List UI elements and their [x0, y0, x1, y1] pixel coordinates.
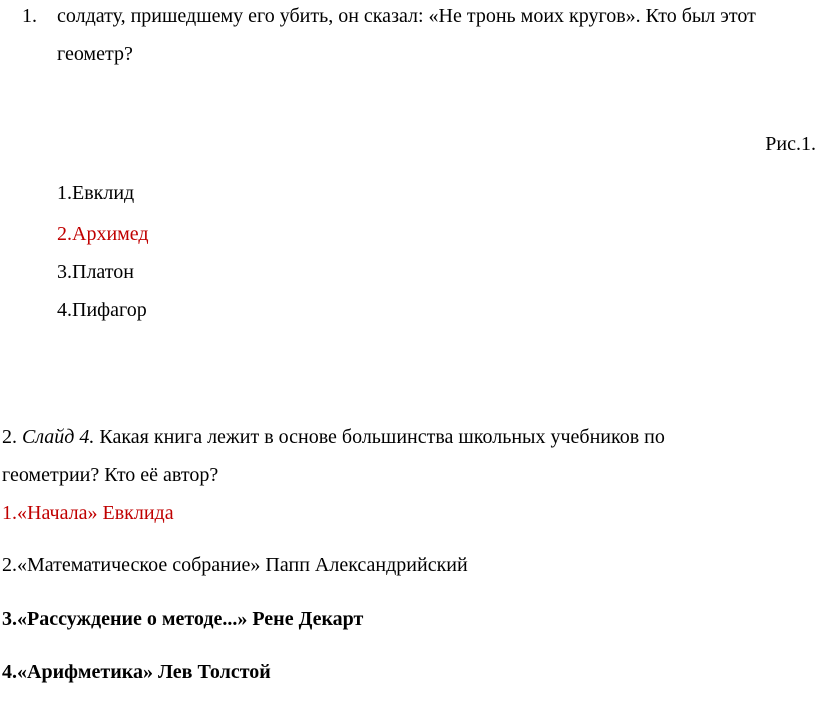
question-2-text-line2: геометрии? Кто её автор? [2, 464, 219, 486]
q1-option-3: 3.Платон [57, 261, 134, 283]
question-2-text: Какая книга лежит в основе большинства школьных учебников по [99, 426, 665, 448]
question-1-text-line1: солдату, пришедшему его убить, он сказал: «Не тронь моих кругов». Кто был этот [57, 5, 756, 27]
slide-label: Слайд 4. [22, 426, 95, 448]
question-1-text-line2: геометр? [57, 43, 133, 65]
q1-option-2-correct: 2.Архимед [57, 223, 149, 245]
q2-option-2: 2.«Математическое собрание» Папп Александрийский [2, 554, 468, 576]
q2-option-3: 3.«Рассуждение о методе...» Рене Декарт [2, 608, 364, 630]
question-2-number: 2. [2, 426, 17, 448]
q2-option-4: 4.«Арифметика» Лев Толстой [2, 661, 271, 683]
figure-caption: Рис.1. [765, 133, 816, 155]
question-1-number: 1. [22, 5, 37, 27]
q2-option-1-correct: 1.«Начала» Евклида [2, 502, 174, 524]
q1-option-4: 4.Пифагор [57, 299, 147, 321]
q1-option-1: 1.Евклид [57, 182, 135, 204]
question-2-text-line1 [2, 425, 665, 449]
